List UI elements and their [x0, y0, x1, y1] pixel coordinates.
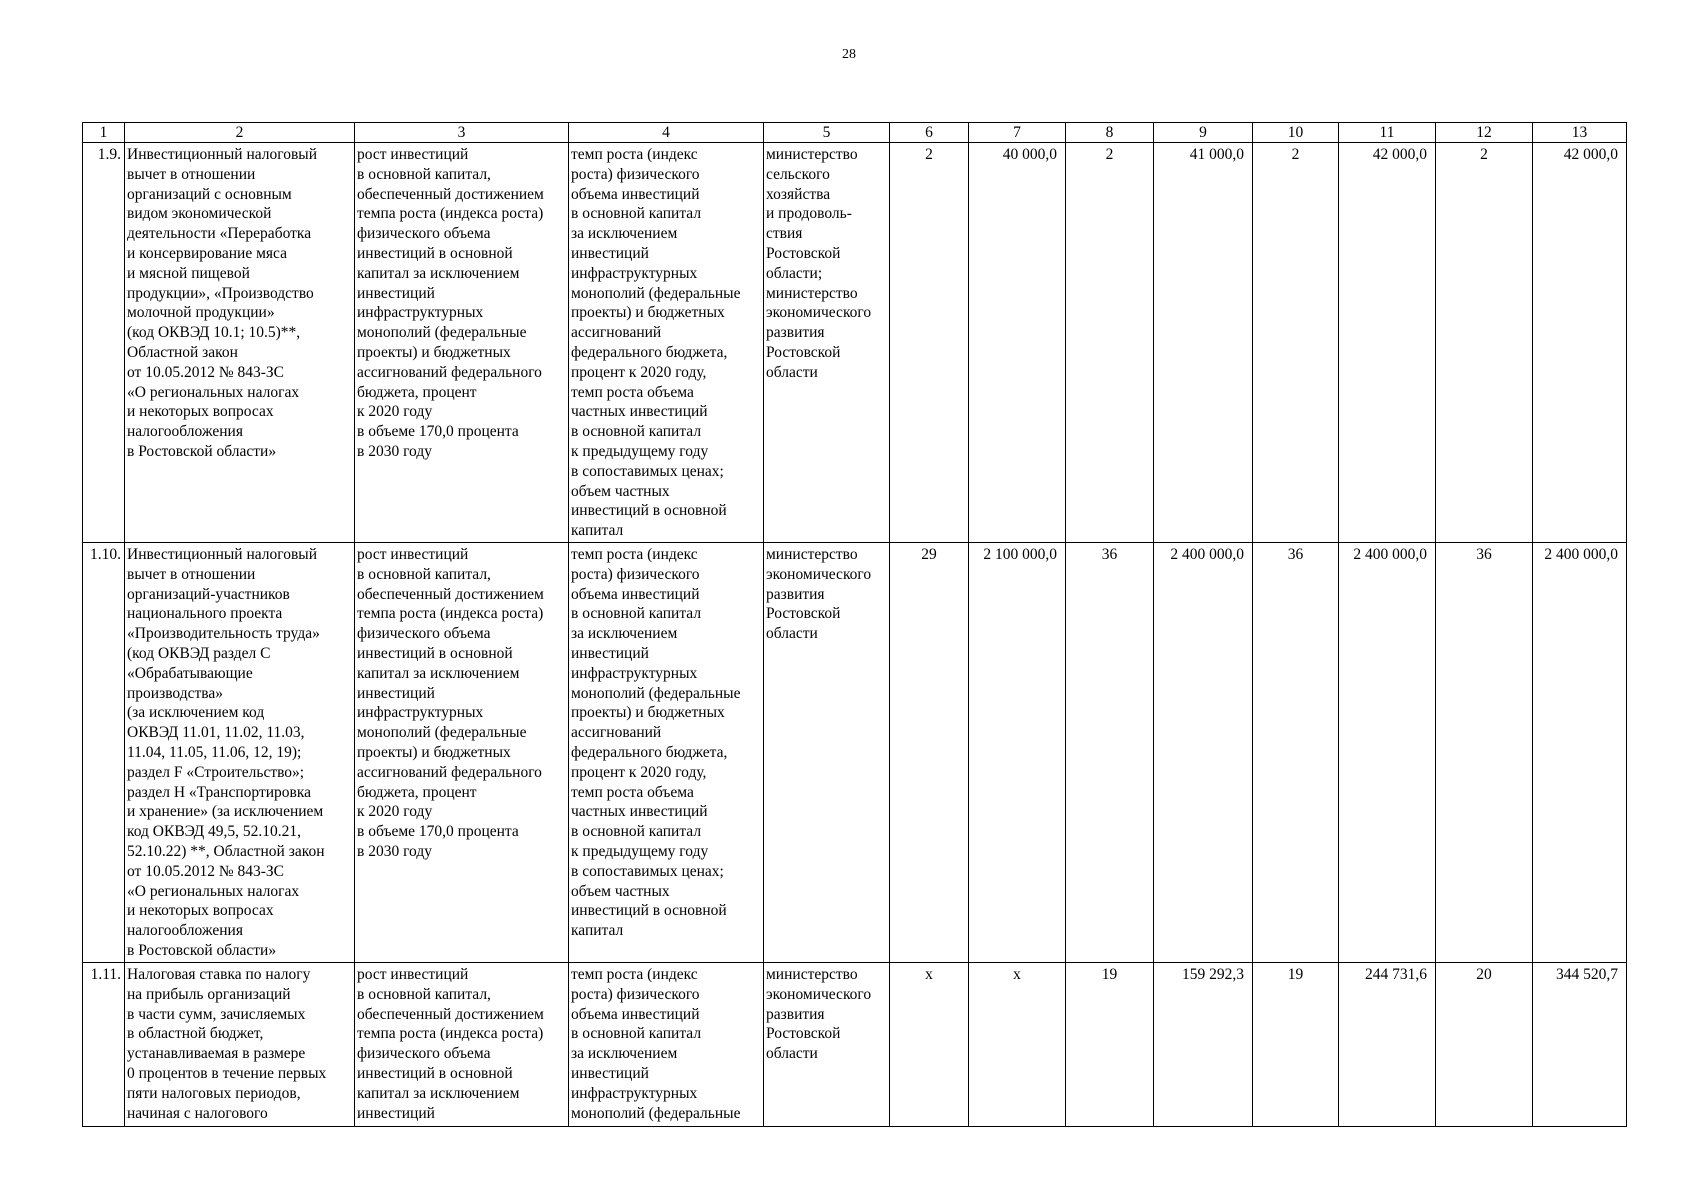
column-header: 11 — [1339, 123, 1436, 143]
row-value-c10: 36 — [1253, 543, 1339, 963]
row-goal: рост инвестиций в основной капитал, обеспеченный достижением темпа роста (индекса роста) физического объема инвестиций в основной капитал за исключением инвестиций инфраструктурных монополий (федеральные проекты) и бюджетных ассигнований федерального бюджета, процент к 2020 году в объеме 170,0 процента в 2030 году — [355, 543, 569, 963]
row-value-c13: 42 000,0 — [1533, 143, 1627, 543]
row-value-c6: 29 — [890, 543, 969, 963]
column-header: 13 — [1533, 123, 1627, 143]
row-number: 1.9. — [83, 143, 125, 543]
row-value-c11: 42 000,0 — [1339, 143, 1436, 543]
column-header: 9 — [1154, 123, 1253, 143]
column-header: 2 — [125, 123, 355, 143]
column-header: 1 — [83, 123, 125, 143]
row-goal: рост инвестиций в основной капитал, обеспеченный достижением темпа роста (индекса роста) физического объема инвестиций в основной капитал за исключением инвестиций — [355, 963, 569, 1127]
row-value-c12: 36 — [1436, 543, 1533, 963]
row-value-c8: 19 — [1066, 963, 1154, 1127]
row-curator: министерство экономического развития Ростовской области — [764, 543, 890, 963]
column-header: 5 — [764, 123, 890, 143]
row-value-c9: 41 000,0 — [1154, 143, 1253, 543]
table-row — [83, 143, 1627, 543]
row-value-c8: 2 — [1066, 143, 1154, 543]
row-description: Налоговая ставка по налогу на прибыль организаций в части сумм, зачисляемых в областной бюджет, устанавливаемая в размере 0 процентов в течение первых пяти налоговых периодов, начиная с налогового — [125, 963, 355, 1127]
row-value-c10: 19 — [1253, 963, 1339, 1127]
row-number: 1.11. — [83, 963, 125, 1127]
column-header: 10 — [1253, 123, 1339, 143]
row-goal: рост инвестиций в основной капитал, обеспеченный достижением темпа роста (индекса роста) физического объема инвестиций в основной капитал за исключением инвестиций инфраструктурных монополий (федеральные проекты) и бюджетных ассигнований федерального бюджета, процент к 2020 году в объеме 170,0 процента в 2030 году — [355, 143, 569, 543]
row-indicator: темп роста (индекс роста) физического объема инвестиций в основной капитал за исключением инвестиций инфраструктурных монополий (федеральные — [569, 963, 764, 1127]
row-value-c9: 2 400 000,0 — [1154, 543, 1253, 963]
table-row — [83, 543, 1627, 963]
row-description: Инвестиционный налоговый вычет в отношении организаций с основным видом экономической деятельности «Переработка и консервирование мяса и мясной пищевой продукции», «Производство молочной продукции» (код ОКВЭД 10.1; 10.5)**, Областной закон от 10.05.2012 № 843-ЗС «О региональных налогах и некоторых вопросах налогообложения в Ростовской области» — [125, 143, 355, 543]
row-value-c6: х — [890, 963, 969, 1127]
column-header: 8 — [1066, 123, 1154, 143]
row-value-c7: 40 000,0 — [969, 143, 1066, 543]
row-curator: министерство экономического развития Ростовской области — [764, 963, 890, 1127]
row-value-c12: 2 — [1436, 143, 1533, 543]
row-value-c13: 2 400 000,0 — [1533, 543, 1627, 963]
row-indicator: темп роста (индекс роста) физического объема инвестиций в основной капитал за исключением инвестиций инфраструктурных монополий (федеральные проекты) и бюджетных ассигнований федерального бюджета, процент к 2020 году, темп роста объема частных инвестиций в основной капитал к предыдущему году в сопоставимых ценах; объем частных инвестиций в основной капитал — [569, 543, 764, 963]
row-value-c13: 344 520,7 — [1533, 963, 1627, 1127]
row-value-c9: 159 292,3 — [1154, 963, 1253, 1127]
table-header-row — [83, 123, 1627, 143]
column-header: 6 — [890, 123, 969, 143]
row-value-c12: 20 — [1436, 963, 1533, 1127]
row-description: Инвестиционный налоговый вычет в отношении организаций-участников национального проекта «Производительность труда» (код ОКВЭД раздел С «Обрабатывающие производства» (за исключением код ОКВЭД 11.01, 11.02, 11.03, 11.04, 11.05, 11.06, 12, 19); раздел F «Строительство»; раздел Н «Транспортировка и хранение» (за исключением код ОКВЭД 49,5, 52.10.21, 52.10.22) **, Областной закон от 10.05.2012 № 843-ЗС «О региональных налогах и некоторых вопросах налогообложения в Ростовской области» — [125, 543, 355, 963]
row-number: 1.10. — [83, 543, 125, 963]
row-value-c7: 2 100 000,0 — [969, 543, 1066, 963]
column-header: 7 — [969, 123, 1066, 143]
column-header: 4 — [569, 123, 764, 143]
row-value-c8: 36 — [1066, 543, 1154, 963]
row-value-c6: 2 — [890, 143, 969, 543]
row-value-c11: 2 400 000,0 — [1339, 543, 1436, 963]
row-value-c10: 2 — [1253, 143, 1339, 543]
data-table — [82, 122, 1627, 1127]
row-indicator: темп роста (индекс роста) физического объема инвестиций в основной капитал за исключением инвестиций инфраструктурных монополий (федеральные проекты) и бюджетных ассигнований федерального бюджета, процент к 2020 году, темп роста объема частных инвестиций в основной капитал к предыдущему году в сопоставимых ценах; объем частных инвестиций в основной капитал — [569, 143, 764, 543]
column-header: 12 — [1436, 123, 1533, 143]
table-row — [83, 963, 1627, 1127]
row-curator: министерство сельского хозяйства и продоволь- ствия Ростовской области; министерство экономического развития Ростовской области — [764, 143, 890, 543]
column-header: 3 — [355, 123, 569, 143]
row-value-c11: 244 731,6 — [1339, 963, 1436, 1127]
row-value-c7: х — [969, 963, 1066, 1127]
page-number: 28 — [842, 47, 856, 62]
